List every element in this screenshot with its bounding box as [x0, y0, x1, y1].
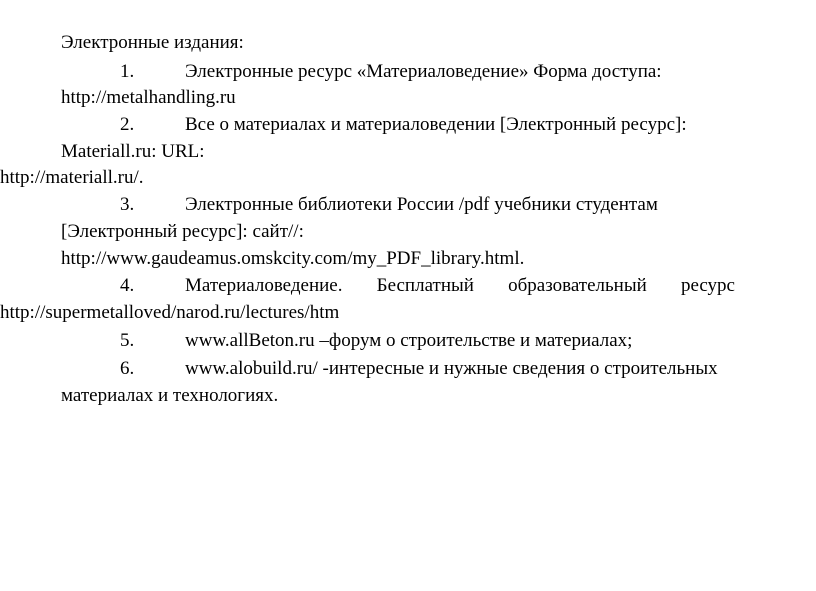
- item-5-number: 5.: [120, 330, 135, 351]
- item-3-text-continued: [Электронный ресурс]: сайт//:: [61, 221, 304, 242]
- item-3-link: http://www.gaudeamus.omskcity.com/my_PDF_library.html.: [61, 248, 525, 269]
- item-2-text-continued: Materiall.ru: URL:: [61, 141, 205, 162]
- item-4-word: образовательный: [508, 275, 647, 296]
- item-4-word: Материаловедение.: [185, 275, 343, 296]
- item-4-link: http://supermetalloved/narod.ru/lectures/htm: [0, 302, 340, 323]
- item-2-text: Все о материалах и материаловедении [Электронный ресурс]:: [185, 114, 687, 135]
- item-5-text: www.allBeton.ru –форум о строительстве и материалах;: [185, 330, 633, 351]
- item-3-number: 3.: [120, 194, 135, 215]
- item-6-text-continued: материалах и технологиях.: [61, 385, 279, 406]
- item-6-number: 6.: [120, 358, 135, 379]
- item-3-text: Электронные библиотеки России /pdf учебники студентам: [185, 194, 658, 215]
- item-2-number: 2.: [120, 114, 135, 135]
- item-4-number: 4.: [120, 275, 135, 296]
- item-1-text: Электронные ресурс «Материаловедение» Форма доступа:: [185, 61, 662, 82]
- item-6-text: www.alobuild.ru/ -интересные и нужные сведения о строительных: [185, 358, 718, 379]
- item-4-word: ресурс: [680, 275, 735, 296]
- item-1-link: http://metalhandling.ru: [61, 87, 236, 108]
- item-1-number: 1.: [120, 61, 135, 82]
- item-2-link: http://materiall.ru/.: [0, 167, 144, 188]
- section-heading: Электронные издания:: [61, 32, 244, 53]
- item-4-word: Бесплатный: [376, 275, 474, 296]
- item-4-text: [185, 275, 735, 297]
